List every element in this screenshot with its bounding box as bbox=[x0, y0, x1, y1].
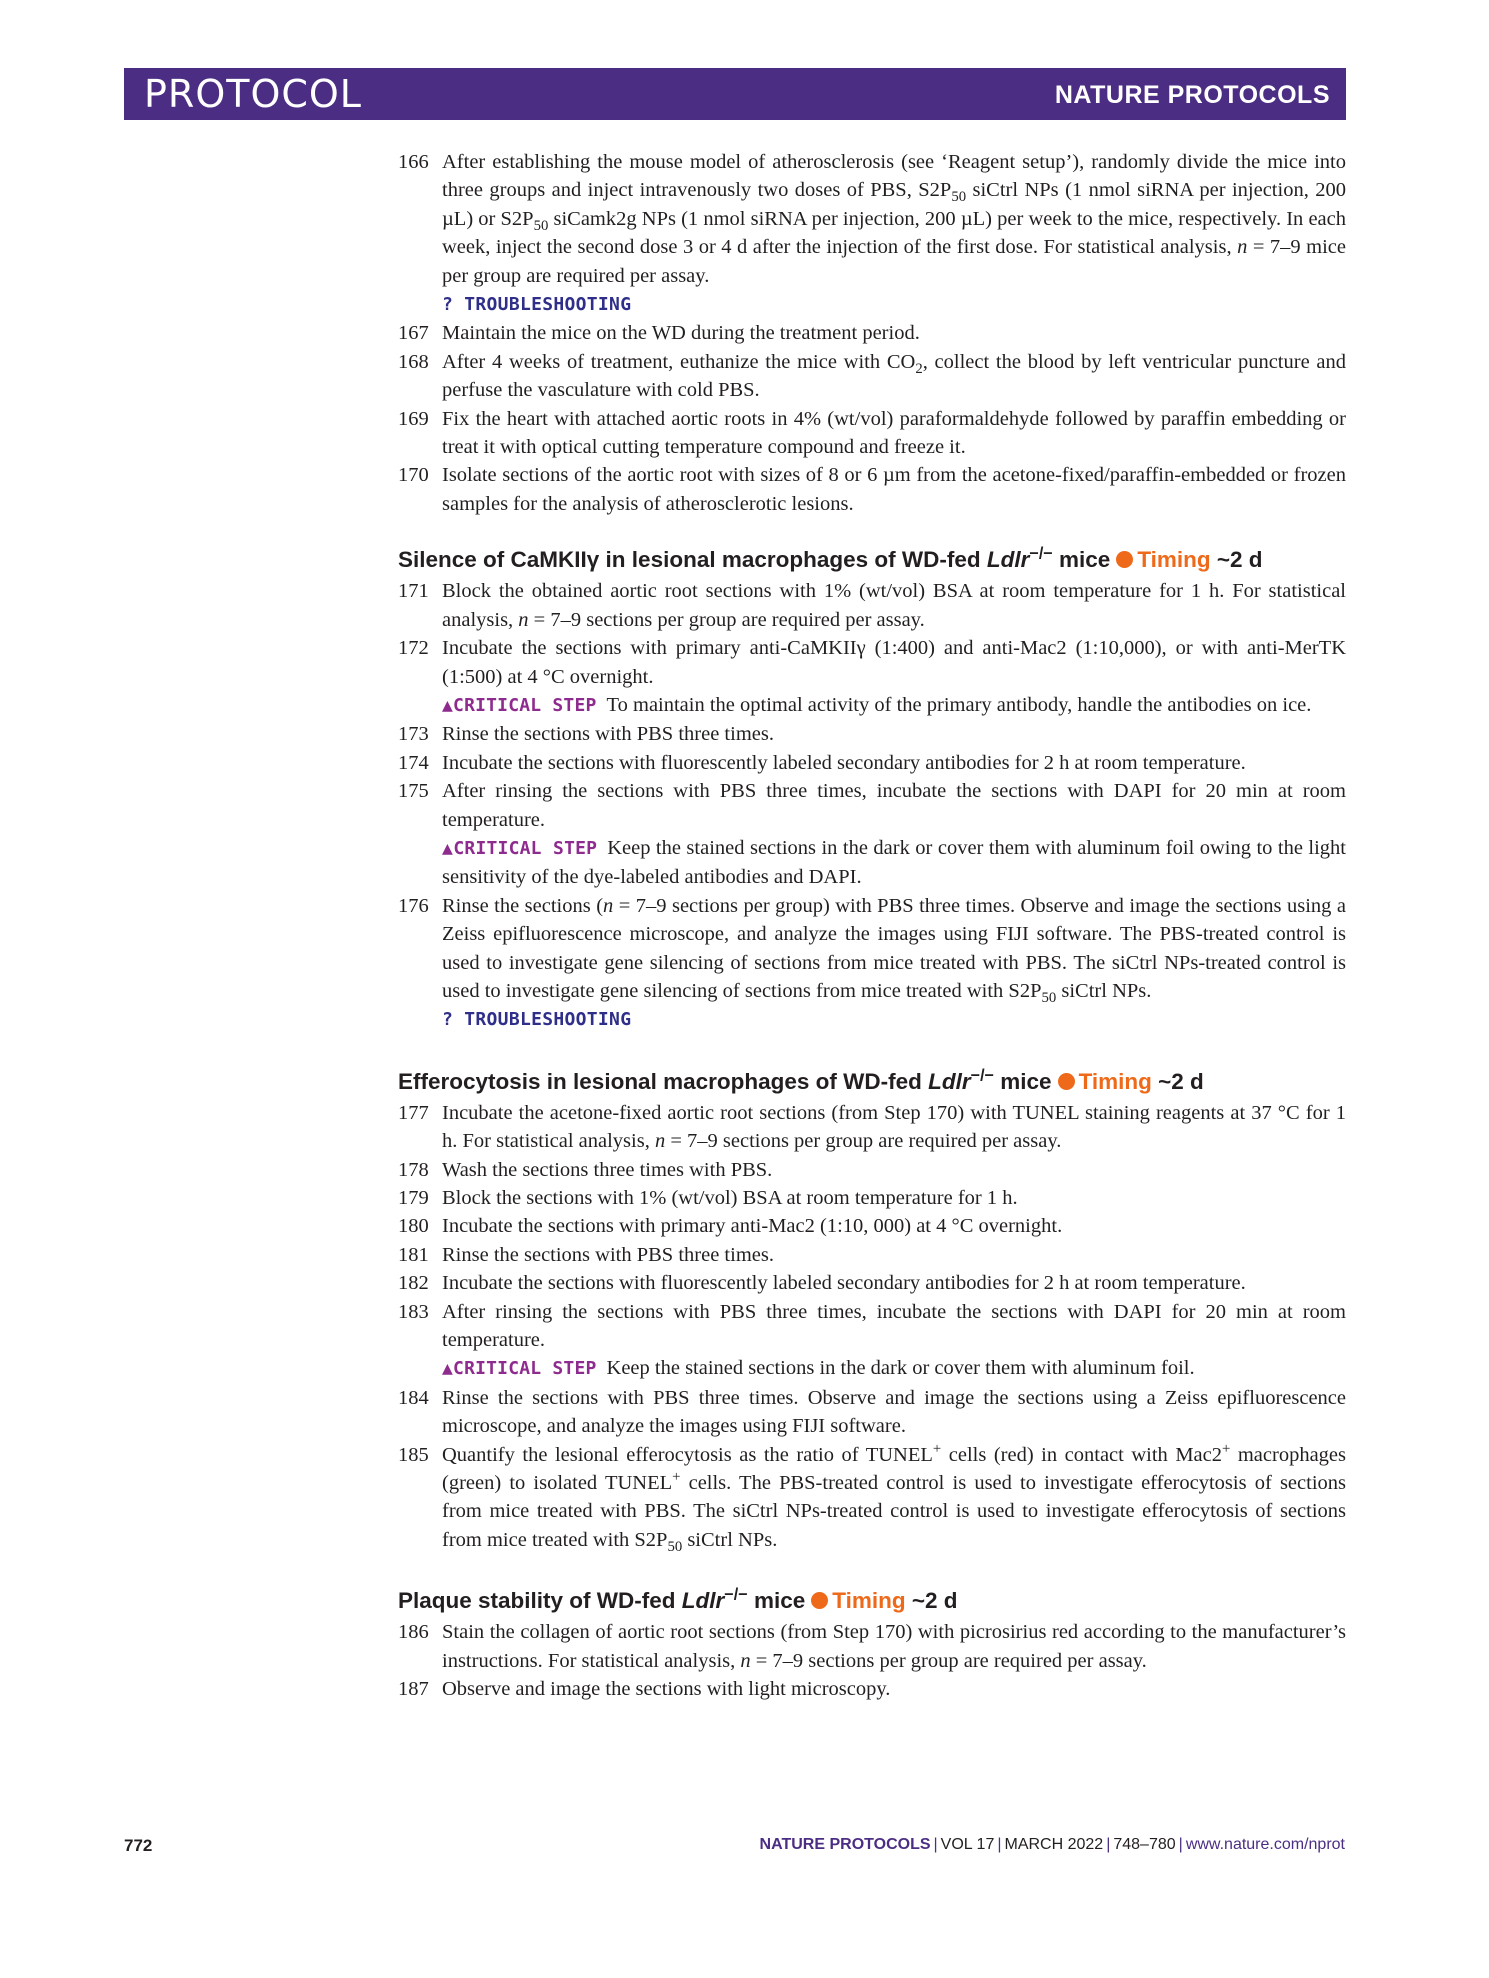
footer-volume: VOL 17 bbox=[940, 1836, 995, 1853]
step-text: Rinse the sections with PBS three times. Observe and image the sections using a Zeiss epifluorescence microscope, and analyze the images using FIJI software. bbox=[442, 1386, 1346, 1438]
step-number: 178 bbox=[398, 1158, 429, 1181]
step-number: 169 bbox=[398, 407, 429, 430]
troubleshooting-label[interactable]: ? TROUBLESHOOTING bbox=[442, 1009, 632, 1031]
step-text: Rinse the sections ( bbox=[442, 894, 604, 917]
step-177 bbox=[398, 1099, 1346, 1156]
step-text: Incubate the sections with fluorescently labeled secondary antibodies for 2 h at room temperature. bbox=[442, 1272, 1246, 1295]
step-number: 187 bbox=[398, 1678, 429, 1701]
step-number: 174 bbox=[398, 751, 429, 774]
step-184 bbox=[398, 1384, 1346, 1441]
footer-separator: | bbox=[1178, 1836, 1183, 1853]
subscript: 50 bbox=[667, 1538, 683, 1555]
step-text: = 7–9 sections per group are required per assay. bbox=[528, 608, 925, 631]
footer-date: MARCH 2022 bbox=[1004, 1836, 1104, 1853]
footer-journal: NATURE PROTOCOLS bbox=[759, 1836, 931, 1853]
timing-dot-icon bbox=[1116, 551, 1133, 568]
step-text: Incubate the sections with primary anti-Mac2 (1:10, 000) at 4 °C overnight. bbox=[442, 1215, 1063, 1238]
step-text: Block the sections with 1% (wt/vol) BSA at room temperature for 1 h. bbox=[442, 1187, 1018, 1209]
step-183 bbox=[398, 1298, 1346, 1355]
step-176 bbox=[398, 892, 1346, 1006]
step-text: Wash the sections three times with PBS. bbox=[442, 1158, 773, 1181]
troubleshooting-link-176[interactable] bbox=[398, 1005, 1346, 1034]
heading-gene: Ldlr bbox=[928, 1068, 971, 1094]
variable-n: n bbox=[1237, 236, 1248, 259]
step-text: After rinsing the sections with PBS three times, incubate the sections with DAPI for 20 min at room temperature. bbox=[442, 1300, 1346, 1352]
footer-citation bbox=[760, 1836, 1345, 1854]
superscript: −/− bbox=[724, 1585, 748, 1604]
variable-n: n bbox=[603, 894, 614, 917]
journal-name-header: NATURE PROTOCOLS bbox=[1054, 81, 1330, 109]
troubleshooting-label[interactable]: ? TROUBLESHOOTING bbox=[442, 294, 632, 316]
heading-text: Efferocytosis in lesional macrophages of WD-fed bbox=[398, 1068, 929, 1094]
step-number: 176 bbox=[398, 894, 429, 917]
heading-text: mice bbox=[1052, 547, 1111, 573]
step-186 bbox=[398, 1618, 1346, 1675]
variable-n: n bbox=[740, 1649, 751, 1672]
footer-url-link[interactable]: www.nature.com/nprot bbox=[1185, 1836, 1345, 1853]
critical-step-172 bbox=[398, 691, 1346, 720]
step-text: Incubate the sections with fluorescently labeled secondary antibodies for 2 h at room temperature. bbox=[442, 751, 1246, 774]
timing-label: Timing bbox=[1078, 1068, 1152, 1094]
step-text: siCamk2g NPs (1 nmol siRNA per injection, 200 µL) per week to the mice, respectively. In each week, inject the second dose 3 or 4 d after the injection of the first dose. For statistical analysis, bbox=[442, 207, 1346, 259]
step-174 bbox=[398, 749, 1346, 777]
step-number: 182 bbox=[398, 1272, 429, 1295]
step-182 bbox=[398, 1269, 1346, 1297]
step-179 bbox=[398, 1184, 1346, 1212]
section-heading-plaque-stability bbox=[398, 1586, 1346, 1616]
critical-step-label: ▲CRITICAL STEP bbox=[442, 1358, 597, 1380]
step-text: Rinse the sections with PBS three times. bbox=[442, 1243, 774, 1266]
critical-step-label: ▲CRITICAL STEP bbox=[442, 694, 597, 716]
timing-dot-icon bbox=[1058, 1073, 1075, 1090]
step-number: 180 bbox=[398, 1215, 429, 1238]
subscript: 50 bbox=[1041, 990, 1057, 1007]
step-172 bbox=[398, 634, 1346, 691]
step-number: 172 bbox=[398, 637, 429, 660]
main-content bbox=[398, 148, 1346, 1704]
heading-text: Silence of CaMKIIγ in lesional macrophages of WD-fed bbox=[398, 547, 987, 573]
step-number: 168 bbox=[398, 350, 429, 373]
step-text: cells (red) in contact with Mac2 bbox=[941, 1443, 1222, 1466]
step-number: 184 bbox=[398, 1386, 429, 1409]
step-number: 181 bbox=[398, 1243, 429, 1266]
critical-step-text: Keep the stained sections in the dark or cover them with aluminum foil. bbox=[606, 1357, 1195, 1380]
subscript: 50 bbox=[951, 189, 967, 206]
step-text: After rinsing the sections with PBS three times, incubate the sections with DAPI for 20 min at room temperature. bbox=[442, 780, 1346, 831]
superscript: + bbox=[672, 1469, 681, 1486]
footer-separator: | bbox=[997, 1836, 1002, 1853]
step-167 bbox=[398, 319, 1346, 347]
step-175 bbox=[398, 777, 1346, 834]
article-type-label: PROTOCOL bbox=[144, 72, 362, 116]
step-number: 186 bbox=[398, 1621, 429, 1644]
step-text: siCtrl NPs (1 nmol siRNA per injection, 200 µL) or S2P bbox=[442, 179, 1346, 230]
critical-step-text: Keep the stained sections in the dark or cover them with aluminum foil owing to the light sensitivity of the dye-labeled antibodies and DAPI. bbox=[442, 836, 1346, 889]
timing-value: ~2 d bbox=[1210, 547, 1263, 573]
step-number: 183 bbox=[398, 1300, 429, 1323]
step-187 bbox=[398, 1675, 1346, 1703]
timing-label: Timing bbox=[832, 1588, 906, 1614]
superscript: + bbox=[1222, 1440, 1231, 1457]
step-number: 170 bbox=[398, 464, 429, 487]
step-text: siCtrl NPs. bbox=[682, 1528, 778, 1551]
step-170 bbox=[398, 461, 1346, 518]
timing-label: Timing bbox=[1137, 547, 1211, 573]
step-text: Rinse the sections with PBS three times. bbox=[442, 723, 774, 746]
step-text: Incubate the acetone-fixed aortic root sections (from Step 170) with TUNEL staining reagents at 37 °C for 1 h. For statistical analysis, bbox=[442, 1101, 1346, 1153]
critical-step-175 bbox=[398, 834, 1346, 892]
variable-n: n bbox=[654, 1130, 666, 1153]
timing-value: ~2 d bbox=[1151, 1068, 1204, 1094]
troubleshooting-link-166[interactable] bbox=[398, 290, 1346, 319]
step-text: Observe and image the sections with light microscopy. bbox=[442, 1678, 891, 1701]
page-number: 772 bbox=[124, 1836, 153, 1855]
step-text: After 4 weeks of treatment, euthanize the mice with CO bbox=[442, 350, 916, 373]
heading-text: mice bbox=[994, 1068, 1052, 1094]
step-text: Isolate sections of the aortic root with sizes of 8 or 6 µm from the acetone-fixed/paraffin-embedded or frozen samples for the analysis of atherosclerotic lesions. bbox=[442, 464, 1346, 515]
variable-n: n bbox=[518, 608, 529, 631]
step-text: cells. The PBS-treated control is used to investigate efferocytosis of sections from mice treated with PBS. The siCtrl NPs-treated control is used to investigate efferocytosis of sections from mice treated with S2P bbox=[442, 1472, 1346, 1551]
step-number: 177 bbox=[398, 1101, 429, 1124]
critical-step-183 bbox=[398, 1354, 1346, 1383]
section-heading-silence bbox=[398, 545, 1346, 575]
step-text: Fix the heart with attached aortic roots in 4% (wt/vol) paraformaldehyde followed by paraffin embedding or treat it with optical cutting temperature compound and freeze it. bbox=[442, 407, 1346, 459]
step-number: 171 bbox=[398, 580, 429, 603]
section-heading-efferocytosis bbox=[398, 1067, 1346, 1097]
step-181 bbox=[398, 1241, 1346, 1269]
step-180 bbox=[398, 1212, 1346, 1240]
footer-separator: | bbox=[933, 1836, 938, 1853]
step-185 bbox=[398, 1441, 1346, 1555]
step-171 bbox=[398, 577, 1346, 634]
heading-gene: Ldlr bbox=[986, 547, 1030, 573]
step-text: After establishing the mouse model of atherosclerosis (see ‘Reagent setup’), randomly divide the mice into three groups and inject intravenously two doses of PBS, S2P bbox=[442, 151, 1346, 202]
step-number: 185 bbox=[398, 1443, 429, 1466]
superscript: −/− bbox=[970, 1066, 995, 1085]
heading-text: mice bbox=[747, 1588, 806, 1614]
header-bar bbox=[124, 68, 1346, 120]
step-text: Incubate the sections with primary anti-CaMKIIγ (1:400) and anti-Mac2 (1:10,000), or with anti-MerTK (1:500) at 4 °C overnight. bbox=[442, 637, 1346, 688]
step-number: 167 bbox=[398, 322, 429, 345]
step-173 bbox=[398, 720, 1346, 748]
step-text: siCtrl NPs. bbox=[1056, 979, 1152, 1002]
step-number: 175 bbox=[398, 780, 429, 803]
timing-value: ~2 d bbox=[905, 1588, 958, 1614]
step-166 bbox=[398, 148, 1346, 290]
step-169 bbox=[398, 405, 1346, 462]
step-text: Block the obtained aortic root sections with 1% (wt/vol) BSA at room temperature for 1 h. For statistical analysis, bbox=[442, 580, 1346, 631]
step-text: Stain the collagen of aortic root sections (from Step 170) with picrosirius red according to the manufacturer’s instructions. For statistical analysis, bbox=[442, 1621, 1346, 1672]
heading-text: Plaque stability of WD-fed bbox=[398, 1588, 682, 1614]
subscript: 2 bbox=[915, 360, 923, 377]
step-168 bbox=[398, 348, 1346, 405]
critical-step-text: To maintain the optimal activity of the primary antibody, handle the antibodies on ice. bbox=[606, 693, 1312, 716]
heading-gene: Ldlr bbox=[681, 1588, 725, 1614]
step-text: = 7–9 sections per group) with PBS three times. Observe and image the sections using a Zeiss epifluorescence microscope, and analyze the images using FIJI software. The PBS-treated control is used to investigate gene silencing of sections from mice treated with PBS. The siCtrl NPs-treated control is used to investigate gene silencing of sections from mice treated with S2P bbox=[442, 894, 1346, 1002]
subscript: 50 bbox=[533, 217, 549, 234]
step-178 bbox=[398, 1156, 1346, 1184]
step-text: , collect the blood by left ventricular puncture and perfuse the vasculature with cold PBS. bbox=[442, 350, 1346, 402]
step-number: 166 bbox=[398, 151, 429, 173]
critical-step-label: ▲CRITICAL STEP bbox=[442, 837, 598, 859]
step-text: = 7–9 sections per group are required per assay. bbox=[750, 1649, 1147, 1672]
step-text: = 7–9 sections per group are required per assay. bbox=[665, 1130, 1062, 1153]
step-number: 179 bbox=[398, 1187, 429, 1209]
footer-separator: | bbox=[1106, 1836, 1111, 1853]
superscript: −/− bbox=[1029, 544, 1053, 563]
step-number: 173 bbox=[398, 723, 429, 746]
step-text: Quantify the lesional efferocytosis as the ratio of TUNEL bbox=[442, 1443, 933, 1466]
step-text: = 7–9 mice per group are required per assay. bbox=[442, 236, 1346, 287]
footer-pages: 748–780 bbox=[1113, 1836, 1176, 1853]
step-text: Maintain the mice on the WD during the treatment period. bbox=[442, 322, 920, 345]
step-text: macrophages (green) to isolated TUNEL bbox=[442, 1443, 1346, 1495]
timing-dot-icon bbox=[811, 1592, 828, 1609]
superscript: + bbox=[932, 1440, 942, 1457]
